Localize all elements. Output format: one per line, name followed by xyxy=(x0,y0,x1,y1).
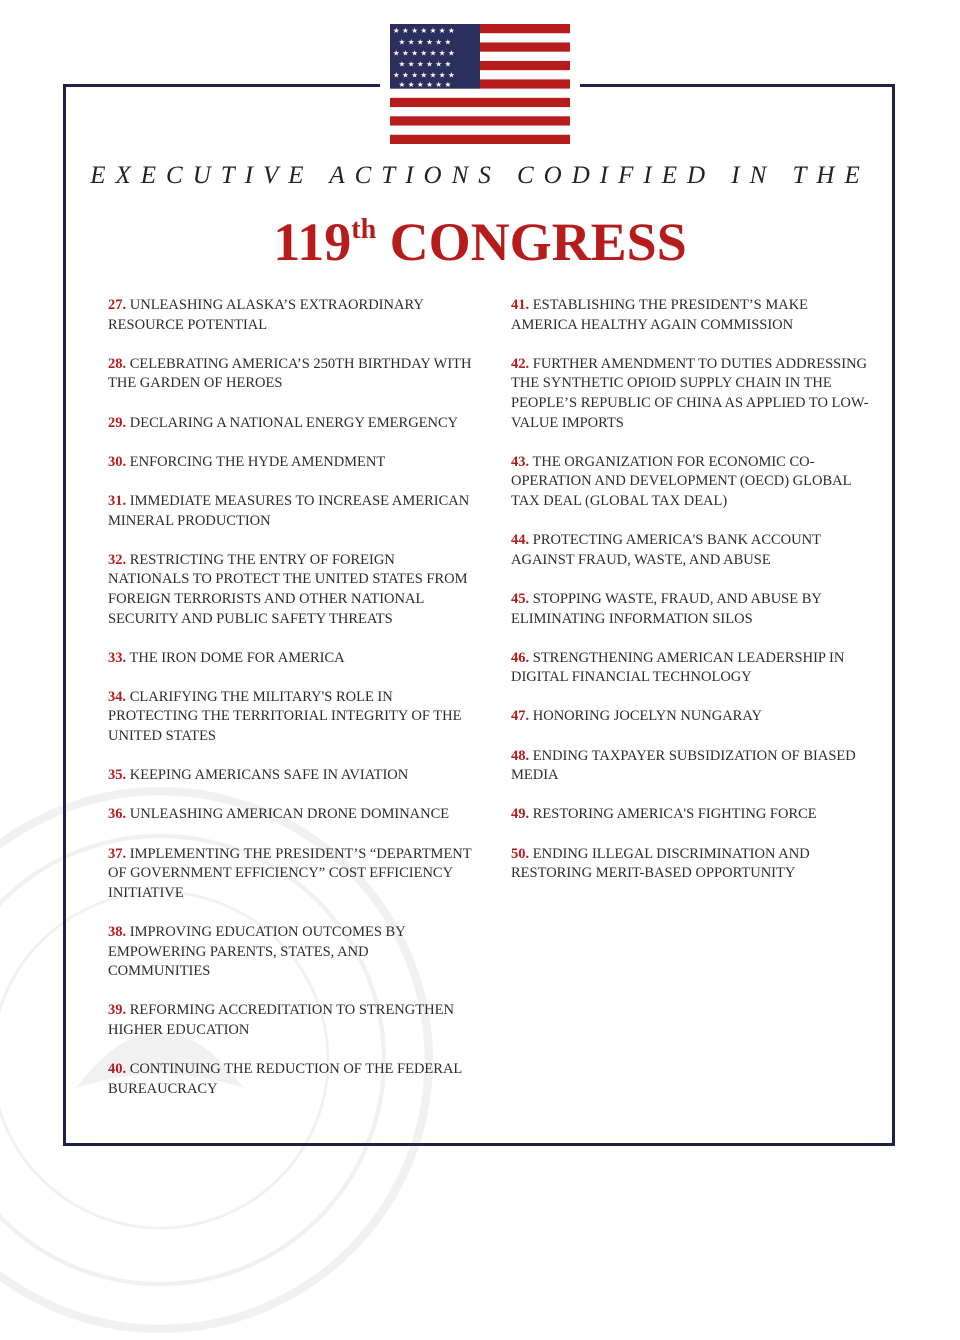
item-number: 37. xyxy=(108,845,127,862)
item-number: 30. xyxy=(108,453,127,470)
list-item xyxy=(511,453,876,512)
item-number: 32. xyxy=(108,551,127,568)
item-number: 27. xyxy=(108,297,127,313)
item-number: 38. xyxy=(108,924,127,940)
item-text: IMMEDIATE MEASURES TO INCREASE AMERICAN MINERAL PRODUCTION xyxy=(108,492,470,529)
list-item xyxy=(108,1001,473,1040)
list-item xyxy=(108,688,473,747)
us-flag-icon xyxy=(390,24,570,144)
svg-text:★ ★ ★ ★ ★ ★: ★ ★ ★ ★ ★ ★ xyxy=(398,79,452,89)
item-number: 31. xyxy=(108,492,127,509)
flag-container xyxy=(380,14,580,154)
item-number: 33. xyxy=(108,649,127,666)
item-number: 28. xyxy=(108,355,127,372)
item-text: KEEPING AMERICANS SAFE IN AVIATION xyxy=(129,767,409,784)
item-number: 48. xyxy=(511,747,530,764)
title-number: 119 xyxy=(273,212,352,272)
item-number: 50. xyxy=(511,845,530,862)
list-item xyxy=(108,355,473,394)
item-number: 46. xyxy=(511,649,530,666)
item-text: FURTHER AMENDMENT TO DUTIES ADDRESSING THE SYNTHETIC OPIOID SUPPLY CHAIN IN THE PEOPLE’S REPUBLIC OF CHINA AS APPLIED TO LOW-VALUE IMPORTS xyxy=(511,355,869,431)
item-number: 41. xyxy=(511,297,530,313)
item-number: 34. xyxy=(108,688,127,705)
page-title xyxy=(0,196,960,276)
list-item xyxy=(108,1060,473,1099)
item-text: CLARIFYING THE MILITARY'S ROLE IN PROTECTING THE TERRITORIAL INTEGRITY OF THE UNITED STATES xyxy=(108,688,462,745)
item-number: 44. xyxy=(511,532,530,549)
item-number: 49. xyxy=(511,806,530,823)
item-text: ENDING TAXPAYER SUBSIDIZATION OF BIASED MEDIA xyxy=(511,747,856,784)
left-column-list xyxy=(108,296,473,1119)
item-text: CONTINUING THE REDUCTION OF THE FEDERAL BUREAUCRACY xyxy=(108,1061,462,1097)
item-number: 45. xyxy=(511,590,530,607)
item-number: 39. xyxy=(108,1002,127,1019)
item-text: UNLEASHING ALASKA’S EXTRAORDINARY RESOURCE POTENTIAL xyxy=(108,297,424,333)
item-text: ENFORCING THE HYDE AMENDMENT xyxy=(129,453,386,470)
item-text: THE ORGANIZATION FOR ECONOMIC CO-OPERATION AND DEVELOPMENT (OECD) GLOBAL TAX DEAL (GLOBAL TAX DEAL) xyxy=(511,453,851,509)
list-item xyxy=(511,355,876,433)
list-item xyxy=(108,805,473,825)
item-text: RESTORING AMERICA'S FIGHTING FORCE xyxy=(532,806,817,823)
item-text: IMPROVING EDUCATION OUTCOMES BY EMPOWERING PARENTS, STATES, AND COMMUNITIES xyxy=(108,924,406,980)
svg-text:★ ★ ★ ★ ★ ★ ★: ★ ★ ★ ★ ★ ★ ★ xyxy=(392,26,455,36)
item-text: HONORING JOCELYN NUNGARAY xyxy=(532,708,762,725)
item-text: PROTECTING AMERICA'S BANK ACCOUNT AGAINST FRAUD, WASTE, AND ABUSE xyxy=(511,532,821,568)
list-item xyxy=(511,805,876,825)
page-subtitle: EXECUTIVE ACTIONS CODIFIED IN THE xyxy=(90,162,870,189)
list-item xyxy=(108,649,473,669)
list-item xyxy=(108,551,473,629)
list-item xyxy=(511,649,876,688)
item-number: 43. xyxy=(511,453,530,470)
list-item xyxy=(511,590,876,629)
item-text: UNLEASHING AMERICAN DRONE DOMINANCE xyxy=(129,806,450,823)
item-text: IMPLEMENTING THE PRESIDENT’S “DEPARTMENT OF GOVERNMENT EFFICIENCY” COST EFFICIENCY INITIATIVE xyxy=(108,845,472,901)
item-number: 29. xyxy=(108,414,127,431)
item-text: THE IRON DOME FOR AMERICA xyxy=(129,649,345,666)
item-text: STOPPING WASTE, FRAUD, AND ABUSE BY ELIMINATING INFORMATION SILOS xyxy=(511,590,822,627)
list-item xyxy=(511,531,876,570)
item-number: 36. xyxy=(108,806,127,823)
svg-text:★ ★ ★ ★ ★ ★ ★: ★ ★ ★ ★ ★ ★ ★ xyxy=(392,70,455,80)
list-item xyxy=(108,453,473,473)
list-item xyxy=(108,296,473,335)
svg-text:★ ★ ★ ★ ★ ★ ★: ★ ★ ★ ★ ★ ★ ★ xyxy=(392,48,455,58)
list-item xyxy=(108,923,473,982)
item-number: 40. xyxy=(108,1061,127,1078)
item-text: ESTABLISHING THE PRESIDENT’S MAKE AMERICA HEALTHY AGAIN COMMISSION xyxy=(511,297,809,333)
title-ordinal-suffix: th xyxy=(351,214,377,245)
item-text: CELEBRATING AMERICA’S 250TH BIRTHDAY WITH THE GARDEN OF HEROES xyxy=(108,355,472,392)
list-item xyxy=(511,296,876,335)
list-item xyxy=(511,707,876,727)
list-item xyxy=(511,747,876,786)
item-text: DECLARING A NATIONAL ENERGY EMERGENCY xyxy=(129,414,459,431)
list-item xyxy=(108,766,473,786)
item-text: REFORMING ACCREDITATION TO STRENGTHEN HIGHER EDUCATION xyxy=(108,1002,454,1038)
right-column-list xyxy=(511,296,876,903)
item-text: RESTRICTING THE ENTRY OF FOREIGN NATIONALS TO PROTECT THE UNITED STATES FROM FOREIGN TERRORISTS AND OTHER NATIONAL SECURITY AND PUBLIC SAFETY THREATS xyxy=(108,551,468,627)
title-word: CONGRESS xyxy=(389,212,687,272)
list-item xyxy=(108,414,473,434)
item-number: 47. xyxy=(511,708,530,725)
list-item xyxy=(511,845,876,884)
svg-text:★ ★ ★ ★ ★ ★: ★ ★ ★ ★ ★ ★ xyxy=(398,59,452,69)
item-number: 35. xyxy=(108,767,127,784)
item-text: STRENGTHENING AMERICAN LEADERSHIP IN DIGITAL FINANCIAL TECHNOLOGY xyxy=(511,649,845,686)
item-text: ENDING ILLEGAL DISCRIMINATION AND RESTORING MERIT-BASED OPPORTUNITY xyxy=(511,845,810,882)
list-item xyxy=(108,492,473,531)
list-item xyxy=(108,845,473,904)
item-number: 42. xyxy=(511,355,530,372)
svg-text:★ ★ ★ ★ ★ ★: ★ ★ ★ ★ ★ ★ xyxy=(398,37,452,47)
